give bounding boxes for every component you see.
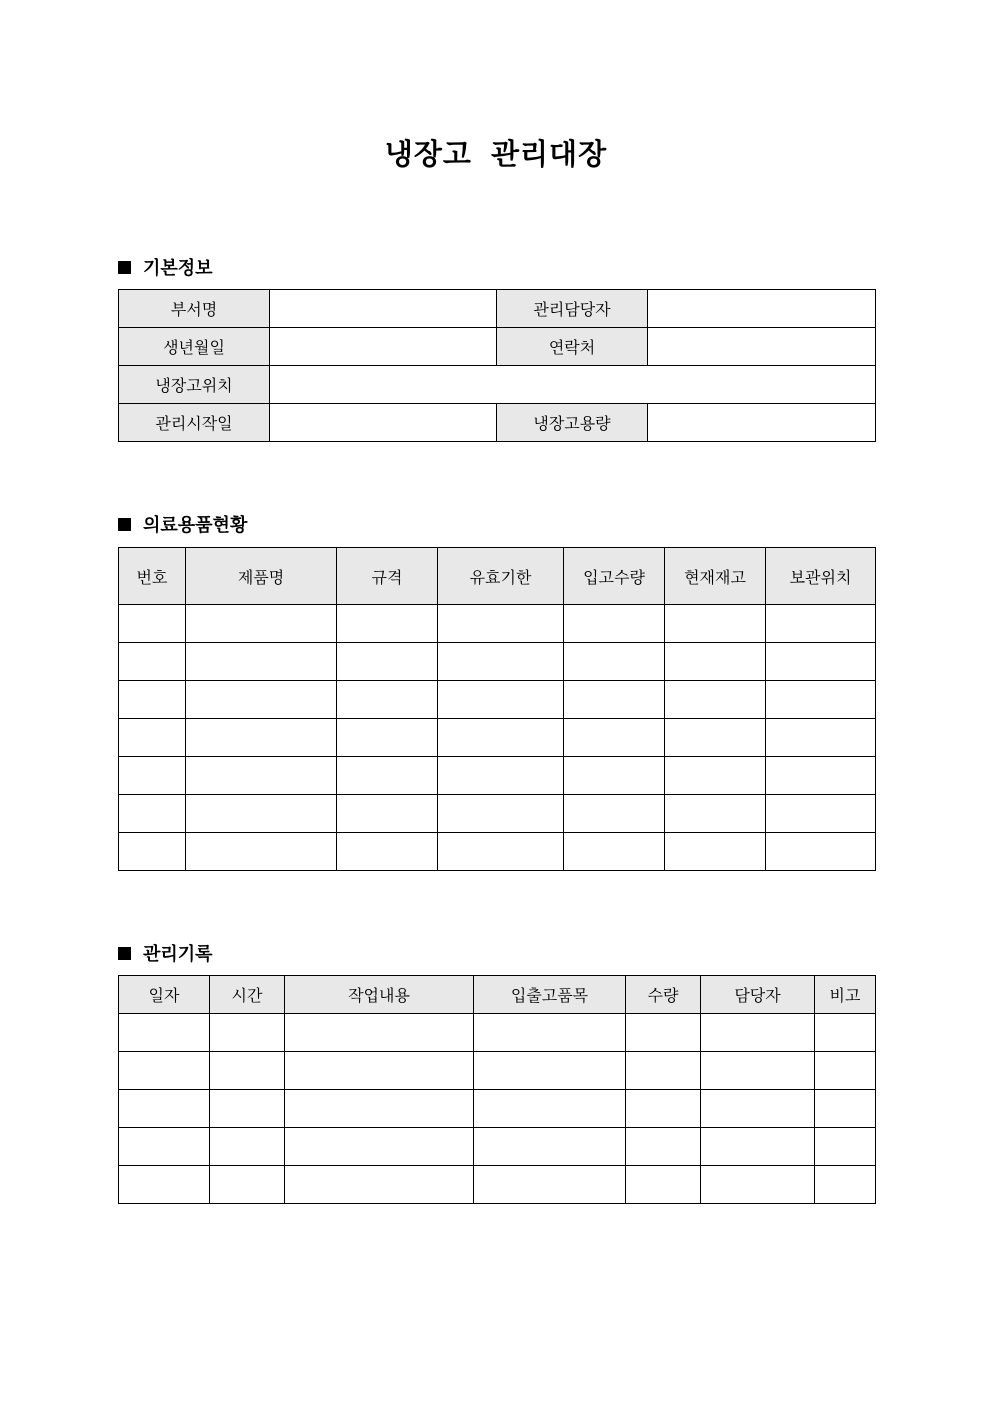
department-label: 부서명 xyxy=(119,290,270,328)
table-cell[interactable] xyxy=(285,1052,474,1090)
table-row xyxy=(119,1052,876,1090)
table-cell[interactable] xyxy=(438,833,564,871)
table-cell[interactable] xyxy=(210,1052,285,1090)
section-heading-records xyxy=(118,940,213,966)
table-cell[interactable] xyxy=(119,643,186,681)
column-header: 현재재고 xyxy=(665,548,766,605)
table-cell[interactable] xyxy=(186,719,337,757)
table-cell[interactable] xyxy=(474,1166,626,1204)
table-row xyxy=(119,605,876,643)
table-row xyxy=(119,757,876,795)
contact-field[interactable] xyxy=(648,328,876,366)
table-cell[interactable] xyxy=(626,1014,701,1052)
table-cell[interactable] xyxy=(701,1014,815,1052)
column-header: 유효기한 xyxy=(438,548,564,605)
manager-label: 관리담당자 xyxy=(497,290,648,328)
table-cell[interactable] xyxy=(186,757,337,795)
fridge-capacity-field[interactable] xyxy=(648,404,876,442)
square-bullet-icon xyxy=(118,261,131,274)
table-cell[interactable] xyxy=(337,605,438,643)
table-cell[interactable] xyxy=(186,681,337,719)
table-cell[interactable] xyxy=(766,833,876,871)
table-cell[interactable] xyxy=(438,795,564,833)
table-cell[interactable] xyxy=(564,757,665,795)
table-cell[interactable] xyxy=(626,1090,701,1128)
fridge-capacity-label: 냉장고용량 xyxy=(497,404,648,442)
table-cell[interactable] xyxy=(766,605,876,643)
table-cell[interactable] xyxy=(766,643,876,681)
table-row xyxy=(119,643,876,681)
column-header: 수량 xyxy=(626,976,701,1014)
table-cell[interactable] xyxy=(815,1090,876,1128)
column-header: 입출고품목 xyxy=(474,976,626,1014)
department-field[interactable] xyxy=(270,290,497,328)
square-bullet-icon xyxy=(118,947,131,960)
table-cell[interactable] xyxy=(119,757,186,795)
table-cell[interactable] xyxy=(337,681,438,719)
fridge-location-field[interactable] xyxy=(270,366,876,404)
table-cell[interactable] xyxy=(665,719,766,757)
table-cell[interactable] xyxy=(564,681,665,719)
table-row xyxy=(119,681,876,719)
table-cell[interactable] xyxy=(119,1052,210,1090)
table-cell[interactable] xyxy=(626,1128,701,1166)
table-cell[interactable] xyxy=(186,643,337,681)
table-cell[interactable] xyxy=(564,833,665,871)
table-cell[interactable] xyxy=(337,757,438,795)
birthdate-label: 생년월일 xyxy=(119,328,270,366)
table-cell[interactable] xyxy=(119,795,186,833)
table-row xyxy=(119,1166,876,1204)
column-header: 입고수량 xyxy=(564,548,665,605)
table-cell[interactable] xyxy=(701,1090,815,1128)
table-cell[interactable] xyxy=(701,1052,815,1090)
table-cell[interactable] xyxy=(474,1128,626,1166)
table-cell[interactable] xyxy=(210,1090,285,1128)
manager-field[interactable] xyxy=(648,290,876,328)
table-cell[interactable] xyxy=(285,1128,474,1166)
table-cell[interactable] xyxy=(337,833,438,871)
table-cell[interactable] xyxy=(186,833,337,871)
section-heading-supplies xyxy=(118,511,247,537)
table-cell[interactable] xyxy=(119,681,186,719)
contact-label: 연락처 xyxy=(497,328,648,366)
table-cell[interactable] xyxy=(337,643,438,681)
table-cell[interactable] xyxy=(210,1166,285,1204)
column-header: 비고 xyxy=(815,976,876,1014)
table-cell[interactable] xyxy=(119,833,186,871)
square-bullet-icon xyxy=(118,518,131,531)
page-title: 냉장고 관리대장 xyxy=(384,137,608,171)
column-header: 담당자 xyxy=(701,976,815,1014)
table-cell[interactable] xyxy=(438,719,564,757)
table-cell[interactable] xyxy=(815,1014,876,1052)
table-row xyxy=(119,833,876,871)
table-cell[interactable] xyxy=(815,1052,876,1090)
table-cell[interactable] xyxy=(119,1166,210,1204)
section-heading-label: 관리기록 xyxy=(143,944,213,965)
table-cell[interactable] xyxy=(119,719,186,757)
table-header-row xyxy=(119,976,876,1014)
table-cell[interactable] xyxy=(766,719,876,757)
table-cell[interactable] xyxy=(438,681,564,719)
table-cell[interactable] xyxy=(665,605,766,643)
basic-info-table xyxy=(118,289,876,442)
fridge-location-label: 냉장고위치 xyxy=(119,366,270,404)
records-table xyxy=(118,975,876,1204)
start-date-label: 관리시작일 xyxy=(119,404,270,442)
table-cell[interactable] xyxy=(186,795,337,833)
table-cell[interactable] xyxy=(564,795,665,833)
supplies-table xyxy=(118,547,876,871)
column-header: 작업내용 xyxy=(285,976,474,1014)
table-cell[interactable] xyxy=(210,1014,285,1052)
column-header: 규격 xyxy=(337,548,438,605)
table-row xyxy=(119,366,876,404)
table-row xyxy=(119,1014,876,1052)
column-header: 보관위치 xyxy=(766,548,876,605)
column-header: 제품명 xyxy=(186,548,337,605)
table-cell[interactable] xyxy=(210,1128,285,1166)
table-cell[interactable] xyxy=(119,1128,210,1166)
table-cell[interactable] xyxy=(766,757,876,795)
table-cell[interactable] xyxy=(564,605,665,643)
table-header-row xyxy=(119,548,876,605)
table-cell[interactable] xyxy=(665,643,766,681)
table-cell[interactable] xyxy=(474,1052,626,1090)
table-cell[interactable] xyxy=(438,757,564,795)
table-cell[interactable] xyxy=(337,719,438,757)
table-cell[interactable] xyxy=(119,1090,210,1128)
table-cell[interactable] xyxy=(701,1128,815,1166)
table-row xyxy=(119,290,876,328)
table-cell[interactable] xyxy=(438,643,564,681)
section-heading-label: 기본정보 xyxy=(143,258,213,279)
table-cell[interactable] xyxy=(766,795,876,833)
table-cell[interactable] xyxy=(285,1090,474,1128)
table-cell[interactable] xyxy=(766,681,876,719)
section-heading-label: 의료용품현황 xyxy=(143,515,248,536)
table-cell[interactable] xyxy=(285,1014,474,1052)
table-cell[interactable] xyxy=(564,719,665,757)
column-header: 시간 xyxy=(210,976,285,1014)
column-header: 번호 xyxy=(119,548,186,605)
table-row xyxy=(119,328,876,366)
table-row xyxy=(119,719,876,757)
table-cell[interactable] xyxy=(474,1090,626,1128)
table-cell[interactable] xyxy=(626,1166,701,1204)
table-row xyxy=(119,1090,876,1128)
table-cell[interactable] xyxy=(665,681,766,719)
table-cell[interactable] xyxy=(186,605,337,643)
table-cell[interactable] xyxy=(119,605,186,643)
table-cell[interactable] xyxy=(665,795,766,833)
section-heading-basic-info xyxy=(118,254,213,280)
table-cell[interactable] xyxy=(815,1166,876,1204)
start-date-field[interactable] xyxy=(270,404,497,442)
table-row xyxy=(119,1128,876,1166)
table-cell[interactable] xyxy=(474,1014,626,1052)
table-cell[interactable] xyxy=(701,1166,815,1204)
table-cell[interactable] xyxy=(337,795,438,833)
table-cell[interactable] xyxy=(564,643,665,681)
table-cell[interactable] xyxy=(285,1166,474,1204)
table-cell[interactable] xyxy=(815,1128,876,1166)
table-cell[interactable] xyxy=(626,1052,701,1090)
table-cell[interactable] xyxy=(665,757,766,795)
column-header: 일자 xyxy=(119,976,210,1014)
table-cell[interactable] xyxy=(119,1014,210,1052)
table-cell[interactable] xyxy=(665,833,766,871)
table-row xyxy=(119,795,876,833)
table-cell[interactable] xyxy=(438,605,564,643)
table-row xyxy=(119,404,876,442)
birthdate-field[interactable] xyxy=(270,328,497,366)
